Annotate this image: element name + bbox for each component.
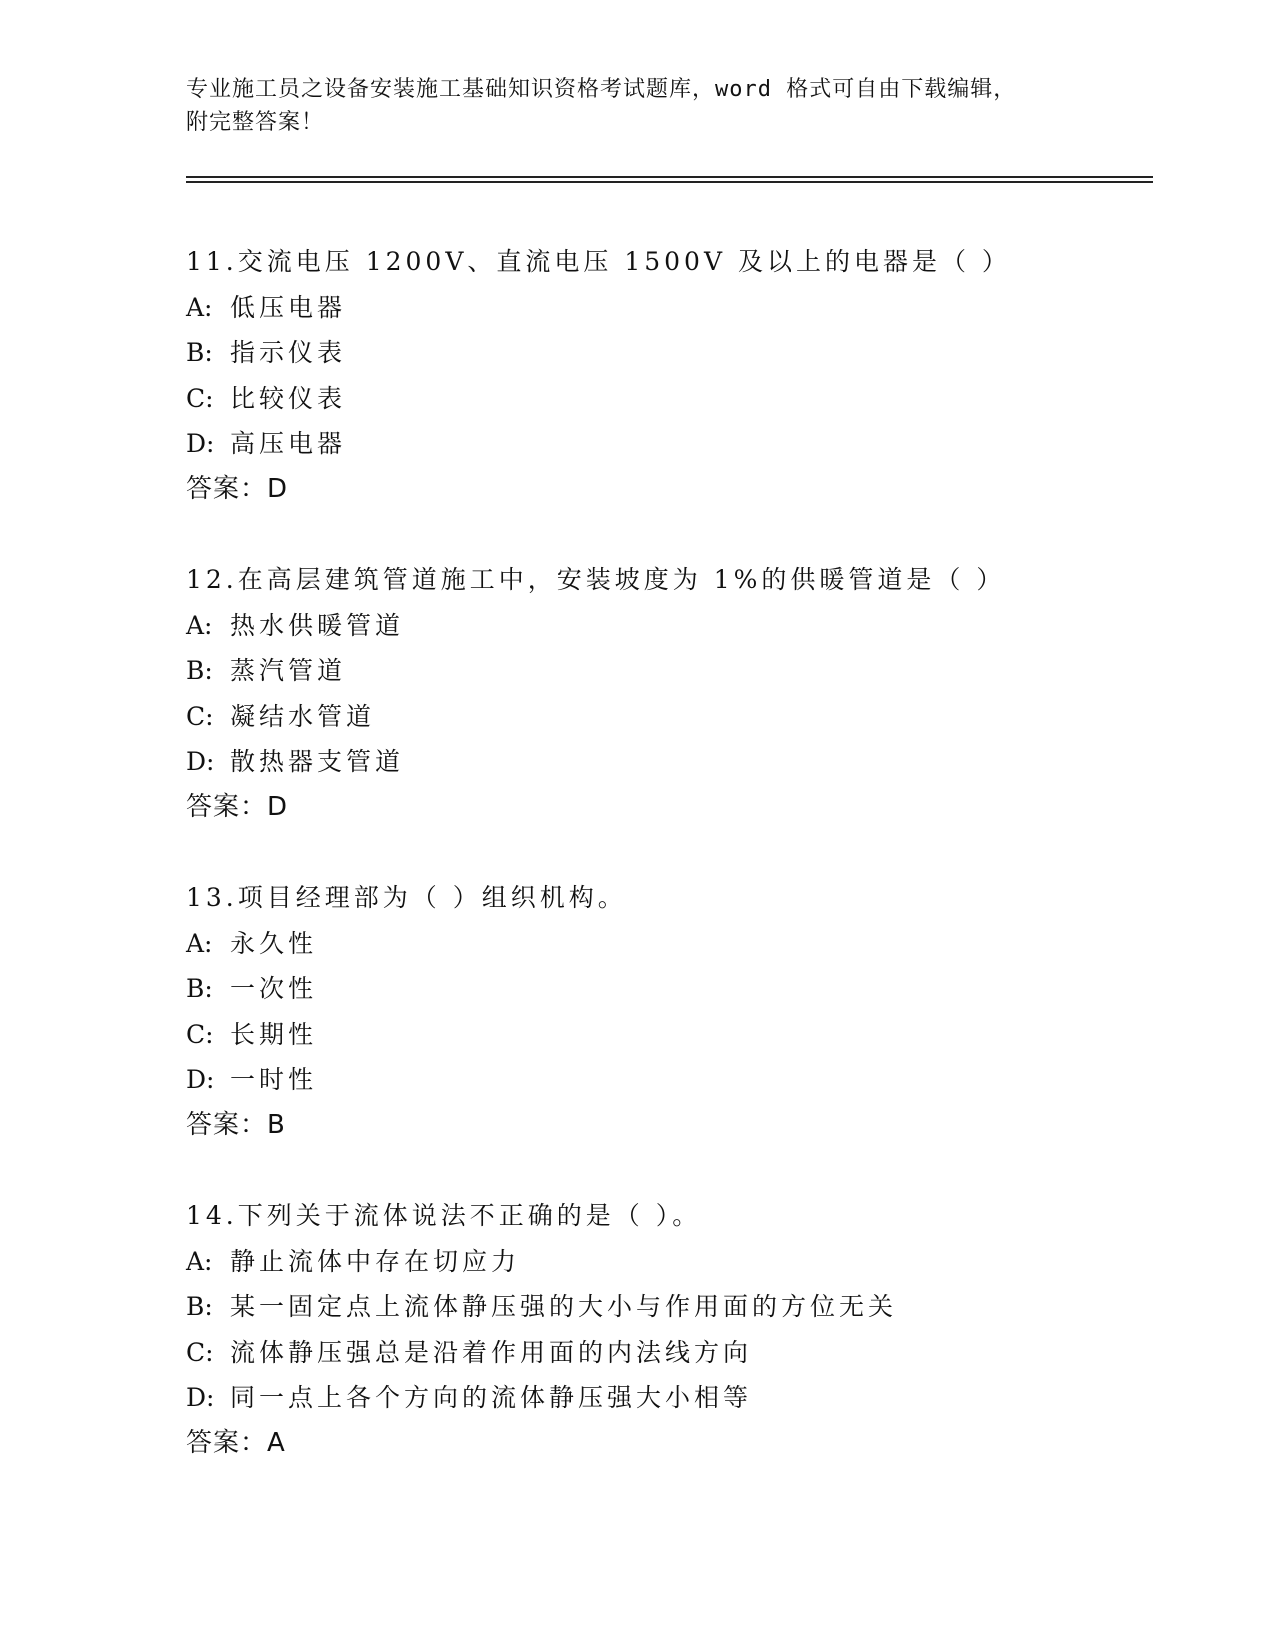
option-text: 流体静压强总是沿着作用面的内法线方向: [230, 1337, 753, 1367]
option-c: [186, 1330, 1146, 1376]
question-11: [186, 239, 1146, 512]
question-stem: 13.项目经理部为（ ）组织机构。: [186, 883, 627, 912]
option-label: B:: [186, 338, 213, 367]
option-text: 某一固定点上流体静压强的大小与作用面的方位无关: [230, 1292, 898, 1321]
option-label: D:: [186, 429, 215, 458]
header-line-2: 附完整答案！: [186, 110, 325, 135]
option-text: 热水供暖管道: [230, 610, 405, 640]
option-label: B:: [186, 974, 213, 1003]
option-b: [186, 966, 1146, 1012]
answer-line: 答案：D: [186, 473, 289, 504]
option-text: 一时性: [230, 1065, 318, 1094]
option-label: A:: [186, 292, 213, 322]
option-c: [186, 694, 1146, 740]
option-text: 长期性: [230, 1019, 318, 1049]
option-text: 高压电器: [230, 429, 347, 458]
option-text: 比较仪表: [230, 383, 347, 413]
document-header: [186, 73, 1066, 139]
question-13: [186, 875, 1146, 1148]
answer-line: 答案：B: [186, 1109, 286, 1140]
answer-line: 答案：D: [186, 791, 289, 822]
option-label: C:: [186, 383, 214, 413]
option-label: D:: [186, 747, 215, 776]
question-list: [186, 239, 1146, 1466]
option-text: 低压电器: [230, 292, 347, 322]
question-stem: 12.在高层建筑管道施工中，安装坡度为 1%的供暖管道是（ ）: [186, 565, 1006, 594]
question-stem: 11.交流电压 1200V、直流电压 1500V 及以上的电器是（ ）: [186, 247, 1011, 276]
header-line-1: 专业施工员之设备安装施工基础知识资格考试题库，word 格式可自由下载编辑，: [186, 77, 1017, 102]
option-label: C:: [186, 701, 214, 731]
option-d: [186, 739, 1146, 785]
answer-line: 答案：A: [186, 1427, 286, 1458]
option-text: 静止流体中存在切应力: [230, 1246, 521, 1276]
option-a: [186, 603, 1146, 649]
option-text: 永久性: [230, 928, 318, 958]
option-label: D:: [186, 1065, 215, 1094]
option-text: 蒸汽管道: [230, 656, 347, 685]
option-d: [186, 421, 1146, 467]
option-text: 一次性: [230, 974, 318, 1003]
option-text: 指示仪表: [230, 338, 347, 367]
option-label: C:: [186, 1019, 214, 1049]
question-stem: 14.下列关于流体说法不正确的是（ ）。: [186, 1201, 702, 1230]
option-label: C:: [186, 1337, 214, 1367]
header-divider: [186, 176, 1153, 183]
option-d: [186, 1375, 1146, 1421]
option-label: A:: [186, 928, 213, 958]
option-text: 同一点上各个方向的流体静压强大小相等: [230, 1383, 753, 1412]
option-b: [186, 648, 1146, 694]
option-d: [186, 1057, 1146, 1103]
option-text: 散热器支管道: [230, 747, 405, 776]
question-14: [186, 1193, 1146, 1466]
option-text: 凝结水管道: [230, 701, 376, 731]
option-label: B:: [186, 656, 213, 685]
option-label: A:: [186, 610, 213, 640]
option-a: [186, 285, 1146, 331]
option-a: [186, 1239, 1146, 1285]
option-c: [186, 1012, 1146, 1058]
question-12: [186, 557, 1146, 830]
option-label: A:: [186, 1246, 213, 1276]
option-label: B:: [186, 1292, 213, 1321]
option-label: D:: [186, 1383, 215, 1412]
option-a: [186, 921, 1146, 967]
document-page: [186, 0, 1146, 1511]
option-b: [186, 330, 1146, 376]
option-b: [186, 1284, 1146, 1330]
option-c: [186, 376, 1146, 422]
